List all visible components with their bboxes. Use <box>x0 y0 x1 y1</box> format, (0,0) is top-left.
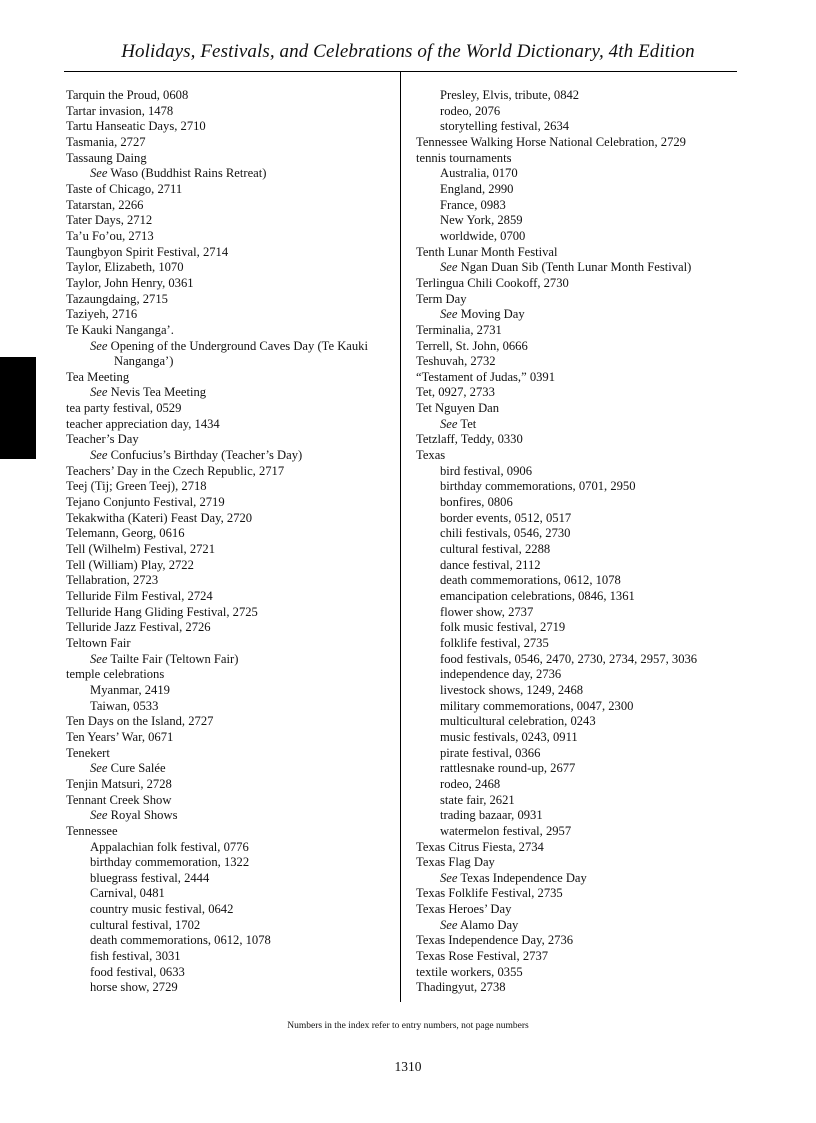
index-entry <box>416 949 746 965</box>
entry-text: Texas Rose Festival, 2737 <box>416 949 549 964</box>
entry-text: Cure Salée <box>110 761 166 776</box>
index-subentry <box>416 542 746 558</box>
entry-text: Australia, 0170 <box>440 166 518 181</box>
entry-text: birthday commemoration, 1322 <box>90 855 250 870</box>
entry-text: Telluride Hang Gliding Festival, 2725 <box>66 604 258 619</box>
entry-text: Thadingyut, 2738 <box>416 980 506 995</box>
index-subentry <box>66 840 396 856</box>
index-subentry <box>416 213 746 229</box>
entry-text: trading bazaar, 0931 <box>440 808 543 823</box>
entry-text: Texas Folklife Festival, 2735 <box>416 886 563 901</box>
index-entry <box>66 151 396 167</box>
entry-text: temple celebrations <box>66 667 165 682</box>
index-entry <box>66 667 396 683</box>
entry-text: Tenekert <box>66 745 110 760</box>
entry-text: bluegrass festival, 2444 <box>90 870 210 885</box>
entry-text: horse show, 2729 <box>90 980 178 995</box>
index-entry <box>66 793 396 809</box>
index-entry <box>66 401 396 417</box>
entry-text: storytelling festival, 2634 <box>440 119 570 134</box>
index-entry <box>66 589 396 605</box>
index-entry <box>66 746 396 762</box>
entry-text: Texas Heroes’ Day <box>416 902 512 917</box>
entry-text: Tasmania, 2727 <box>66 134 146 149</box>
index-entry <box>66 88 396 104</box>
entry-text: Taylor, John Henry, 0361 <box>66 275 194 290</box>
cross-reference <box>66 339 396 370</box>
entry-text: Myanmar, 2419 <box>90 682 170 697</box>
entry-text: Teshuvah, 2732 <box>416 354 496 369</box>
entry-text: military commemorations, 0047, 2300 <box>440 698 634 713</box>
index-entry <box>416 354 746 370</box>
entry-text: folk music festival, 2719 <box>440 620 566 635</box>
entry-text: Tekakwitha (Kateri) Feast Day, 2720 <box>66 510 253 525</box>
index-entry <box>416 886 746 902</box>
index-subentry <box>416 511 746 527</box>
see-label: See <box>440 416 458 431</box>
cross-reference <box>416 417 746 433</box>
index-entry <box>66 464 396 480</box>
entry-text: death commemorations, 0612, 1078 <box>90 933 271 948</box>
entry-text: border events, 0512, 0517 <box>440 510 572 525</box>
index-subentry <box>416 683 746 699</box>
index-entry <box>416 448 746 464</box>
entry-text: music festivals, 0243, 0911 <box>440 729 578 744</box>
index-entry <box>66 323 396 339</box>
see-label: See <box>90 448 108 463</box>
entry-text: multicultural celebration, 0243 <box>440 714 596 729</box>
entry-text: food festival, 0633 <box>90 964 185 979</box>
entry-text: Ten Days on the Island, 2727 <box>66 714 214 729</box>
entry-text: Teachers’ Day in the Czech Republic, 2717 <box>66 463 285 478</box>
entry-text: Taziyeh, 2716 <box>66 307 138 322</box>
entry-text: Telluride Jazz Festival, 2726 <box>66 620 211 635</box>
index-column-right <box>416 88 746 996</box>
entry-text: Taylor, Elizabeth, 1070 <box>66 260 184 275</box>
entry-text: Tejano Conjunto Festival, 2719 <box>66 495 225 510</box>
cross-reference <box>66 166 396 182</box>
entry-text: Presley, Elvis, tribute, 0842 <box>440 88 580 102</box>
index-entry <box>66 777 396 793</box>
cross-reference <box>66 448 396 464</box>
entry-text: Te Kauki Nanganga’. <box>66 322 174 337</box>
index-subentry <box>416 793 746 809</box>
entry-text: death commemorations, 0612, 1078 <box>440 573 621 588</box>
index-subentry <box>416 464 746 480</box>
entry-text: watermelon festival, 2957 <box>440 823 572 838</box>
entry-text: Moving Day <box>460 307 525 322</box>
entry-text: Tell (Wilhelm) Festival, 2721 <box>66 542 216 557</box>
see-label: See <box>90 166 108 181</box>
index-entry <box>416 339 746 355</box>
index-entry <box>66 276 396 292</box>
index-subentry <box>66 980 396 996</box>
index-entry <box>416 385 746 401</box>
entry-text: Texas Independence Day <box>460 870 587 885</box>
index-entry <box>66 432 396 448</box>
index-subentry <box>416 667 746 683</box>
entry-text: worldwide, 0700 <box>440 228 526 243</box>
entry-text: Royal Shows <box>110 808 178 823</box>
cross-reference <box>66 652 396 668</box>
entry-text: Carnival, 0481 <box>90 886 165 901</box>
index-entry <box>66 526 396 542</box>
entry-text: Tater Days, 2712 <box>66 213 153 228</box>
index-subentry <box>416 88 746 104</box>
see-label: See <box>90 651 108 666</box>
entry-text: Tet, 0927, 2733 <box>416 385 495 400</box>
entry-continuation: Nanganga’) <box>114 354 174 369</box>
entry-text: bonfires, 0806 <box>440 495 513 510</box>
cross-reference <box>66 385 396 401</box>
index-subentry <box>66 965 396 981</box>
entry-text: textile workers, 0355 <box>416 964 523 979</box>
entry-text: Telluride Film Festival, 2724 <box>66 589 213 603</box>
index-entry <box>66 620 396 636</box>
entry-text: country music festival, 0642 <box>90 902 234 917</box>
entry-text: Teltown Fair <box>66 635 131 650</box>
cross-reference <box>66 808 396 824</box>
index-entry <box>66 104 396 120</box>
index-subentry <box>416 589 746 605</box>
entry-text: cultural festival, 1702 <box>90 917 201 932</box>
index-entry <box>66 307 396 323</box>
index-subentry <box>416 761 746 777</box>
index-subentry <box>416 166 746 182</box>
entry-text: Telemann, Georg, 0616 <box>66 526 185 541</box>
index-entry <box>66 730 396 746</box>
index-subentry <box>416 182 746 198</box>
entry-text: food festivals, 0546, 2470, 2730, 2734, 2957, 3036 <box>440 651 698 666</box>
index-entry <box>416 980 746 996</box>
entry-text: Tell (William) Play, 2722 <box>66 557 194 572</box>
index-entry <box>416 276 746 292</box>
index-subentry <box>416 605 746 621</box>
index-entry <box>66 558 396 574</box>
index-subentry <box>66 683 396 699</box>
index-subentry <box>66 855 396 871</box>
entry-text: Tazaungdaing, 2715 <box>66 291 168 306</box>
see-label: See <box>440 917 458 932</box>
index-subentry <box>66 886 396 902</box>
entry-text: independence day, 2736 <box>440 667 562 682</box>
entry-text: pirate festival, 0366 <box>440 745 541 760</box>
entry-text: teacher appreciation day, 1434 <box>66 416 220 431</box>
cross-reference <box>66 761 396 777</box>
index-entry <box>416 135 746 151</box>
entry-text: Tennessee Walking Horse National Celebration, 2729 <box>416 134 686 149</box>
entry-text: Tenth Lunar Month Festival <box>416 244 558 259</box>
index-subentry <box>416 573 746 589</box>
entry-text: Tatarstan, 2266 <box>66 197 144 212</box>
index-subentry <box>416 198 746 214</box>
index-entry <box>416 855 746 871</box>
index-entry <box>66 714 396 730</box>
entry-text: Tennessee <box>66 823 118 838</box>
index-entry <box>66 479 396 495</box>
entry-text: Teacher’s Day <box>66 432 139 447</box>
entry-text: cultural festival, 2288 <box>440 542 551 557</box>
index-subentry <box>416 714 746 730</box>
entry-text: bird festival, 0906 <box>440 463 532 478</box>
index-entry <box>66 292 396 308</box>
index-subentry <box>416 479 746 495</box>
entry-text: tea party festival, 0529 <box>66 401 182 416</box>
see-label: See <box>440 870 458 885</box>
entry-text: emancipation celebrations, 0846, 1361 <box>440 589 635 603</box>
index-entry <box>416 245 746 261</box>
entry-text: Texas Citrus Fiesta, 2734 <box>416 839 544 854</box>
index-entry <box>416 151 746 167</box>
entry-text: livestock shows, 1249, 2468 <box>440 682 584 697</box>
index-subentry <box>416 558 746 574</box>
index-subentry <box>416 730 746 746</box>
entry-text: Tailte Fair (Teltown Fair) <box>110 651 239 666</box>
entry-text: Alamo Day <box>459 917 519 932</box>
index-entry <box>416 933 746 949</box>
entry-text: Waso (Buddhist Rains Retreat) <box>110 166 267 181</box>
entry-text: rodeo, 2076 <box>440 103 501 118</box>
index-subentry <box>416 824 746 840</box>
cross-reference <box>416 307 746 323</box>
entry-text: Tennant Creek Show <box>66 792 172 807</box>
entry-text: Opening of the Underground Caves Day (Te Kauki <box>110 338 368 353</box>
index-entry <box>66 135 396 151</box>
entry-text: tennis tournaments <box>416 150 512 165</box>
cross-reference <box>416 260 746 276</box>
index-subentry <box>416 119 746 135</box>
index-subentry <box>416 636 746 652</box>
index-entry <box>416 965 746 981</box>
index-entry <box>416 292 746 308</box>
entry-text: state fair, 2621 <box>440 792 515 807</box>
cross-reference <box>416 871 746 887</box>
index-subentry <box>416 495 746 511</box>
entry-text: Terrell, St. John, 0666 <box>416 338 528 353</box>
index-entry <box>66 245 396 261</box>
entry-text: chili festivals, 0546, 2730 <box>440 526 571 541</box>
entry-text: Terminalia, 2731 <box>416 322 502 337</box>
index-entry <box>66 542 396 558</box>
footnote: Numbers in the index refer to entry numbers, not page numbers <box>287 1021 529 1031</box>
entry-text: Tartu Hanseatic Days, 2710 <box>66 119 206 134</box>
entry-text: birthday commemorations, 0701, 2950 <box>440 479 636 494</box>
index-subentry <box>416 777 746 793</box>
entry-text: folklife festival, 2735 <box>440 635 549 650</box>
index-subentry <box>66 902 396 918</box>
entry-text: Tet <box>460 416 477 431</box>
index-column-left <box>66 88 396 996</box>
see-label: See <box>90 338 108 353</box>
entry-text: Tartar invasion, 1478 <box>66 103 174 118</box>
entry-text: Ten Years’ War, 0671 <box>66 729 174 744</box>
index-subentry <box>416 808 746 824</box>
index-subentry <box>416 104 746 120</box>
see-label: See <box>440 307 458 322</box>
index-entry <box>66 260 396 276</box>
index-subentry <box>66 918 396 934</box>
index-entry <box>416 840 746 856</box>
see-label: See <box>440 260 458 275</box>
index-entry <box>416 432 746 448</box>
index-subentry <box>66 699 396 715</box>
index-subentry <box>66 871 396 887</box>
entry-text: Nevis Tea Meeting <box>110 385 207 400</box>
index-entry <box>66 824 396 840</box>
index-subentry <box>416 620 746 636</box>
index-subentry <box>416 526 746 542</box>
index-subentry <box>416 229 746 245</box>
entry-text: Tarquin the Proud, 0608 <box>66 88 189 102</box>
column-divider <box>400 72 401 1002</box>
entry-text: Tassaung Daing <box>66 150 147 165</box>
entry-text: rodeo, 2468 <box>440 776 501 791</box>
index-entry <box>416 902 746 918</box>
entry-text: Texas Flag Day <box>416 855 495 870</box>
index-entry <box>66 605 396 621</box>
entry-text: Teej (Tij; Green Teej), 2718 <box>66 479 207 494</box>
entry-text: Taiwan, 0533 <box>90 698 159 713</box>
index-subentry <box>416 746 746 762</box>
index-entry <box>416 401 746 417</box>
index-entry <box>66 198 396 214</box>
entry-text: Ta’u Fo’ou, 2713 <box>66 228 154 243</box>
cross-reference <box>416 918 746 934</box>
page-number: 1310 <box>394 1059 422 1074</box>
running-head: Holidays, Festivals, and Celebrations of the World Dictionary, 4th Edition <box>121 41 695 62</box>
see-label: See <box>90 385 108 400</box>
entry-text: Taungbyon Spirit Festival, 2714 <box>66 244 229 259</box>
entry-text: Taste of Chicago, 2711 <box>66 181 183 196</box>
entry-text: flower show, 2737 <box>440 604 534 619</box>
index-entry <box>66 573 396 589</box>
entry-text: Tetzlaff, Teddy, 0330 <box>416 432 523 447</box>
see-label: See <box>90 761 108 776</box>
entry-text: dance festival, 2112 <box>440 557 541 572</box>
entry-text: Texas Independence Day, 2736 <box>416 933 574 948</box>
entry-text: fish festival, 3031 <box>90 949 181 964</box>
index-entry <box>66 119 396 135</box>
entry-text: rattlesnake round-up, 2677 <box>440 761 576 776</box>
index-entry <box>66 495 396 511</box>
index-entry <box>66 182 396 198</box>
index-subentry <box>66 933 396 949</box>
entry-text: France, 0983 <box>440 197 506 212</box>
entry-text: Terlingua Chili Cookoff, 2730 <box>416 275 569 290</box>
index-entry <box>66 370 396 386</box>
entry-text: Tenjin Matsuri, 2728 <box>66 776 172 791</box>
entry-text: England, 2990 <box>440 181 514 196</box>
index-entry <box>66 636 396 652</box>
entry-text: New York, 2859 <box>440 213 523 228</box>
entry-text: Tea Meeting <box>66 369 130 384</box>
entry-text: Texas <box>416 448 446 463</box>
index-entry <box>66 213 396 229</box>
index-subentry <box>66 949 396 965</box>
see-label: See <box>90 808 108 823</box>
index-entry <box>416 370 746 386</box>
index-subentry <box>416 652 746 668</box>
entry-text: Tellabration, 2723 <box>66 573 159 588</box>
index-entry <box>66 229 396 245</box>
entry-text: Confucius’s Birthday (Teacher’s Day) <box>110 448 303 463</box>
index-entry <box>416 323 746 339</box>
index-entry <box>66 511 396 527</box>
entry-text: Appalachian folk festival, 0776 <box>90 839 249 854</box>
thumb-index-tab <box>0 357 36 459</box>
index-entry <box>66 417 396 433</box>
entry-text: Term Day <box>416 291 467 306</box>
entry-text: Ngan Duan Sib (Tenth Lunar Month Festival) <box>460 260 692 275</box>
entry-text: Tet Nguyen Dan <box>416 401 500 416</box>
index-subentry <box>416 699 746 715</box>
entry-text: “Testament of Judas,” 0391 <box>416 369 556 384</box>
